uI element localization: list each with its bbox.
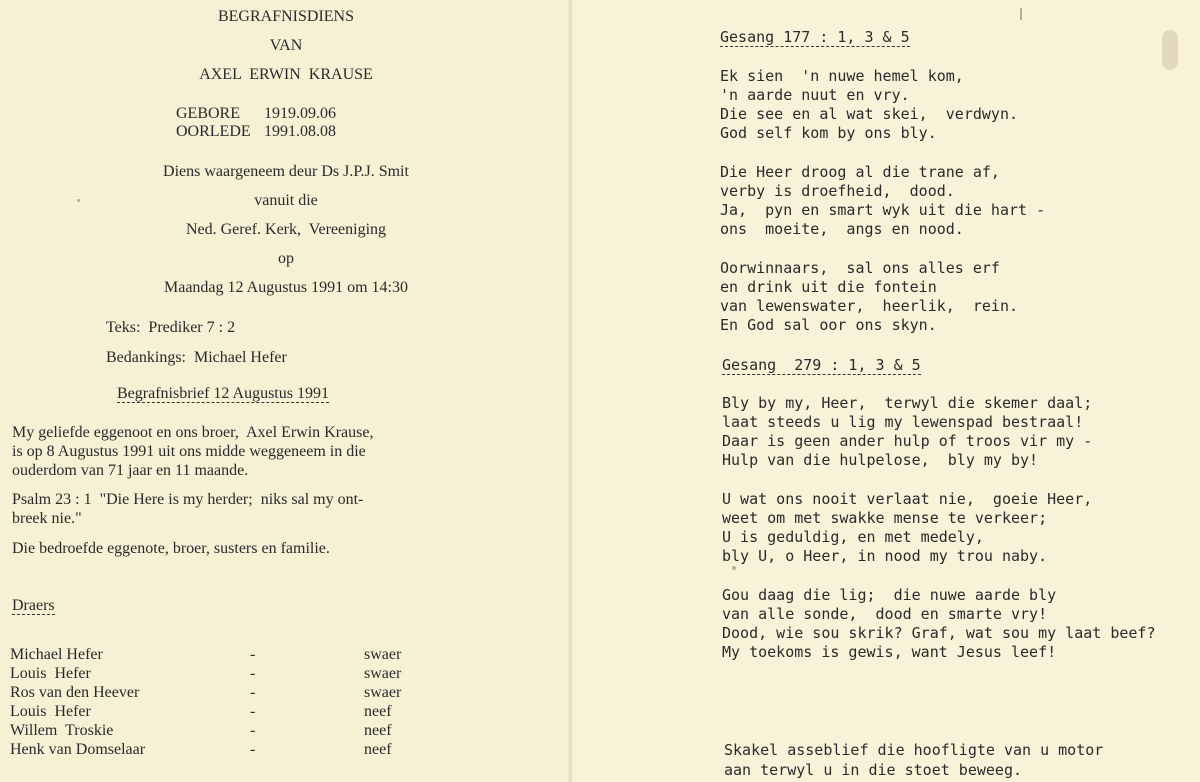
- bearer-name: Louis Hefer: [10, 665, 91, 682]
- hymn-line: van lewenswater, heerlik, rein.: [720, 297, 1019, 315]
- hymn2-title-text: Gesang 279 : 1, 3 & 5: [722, 356, 921, 374]
- hymn-line: 'n aarde nuut en vry.: [720, 86, 910, 104]
- hymn-line: Dood, wie sou skrik? Graf, wat sou my laat beef?: [722, 624, 1156, 642]
- closing-line: aan terwyl u in die stoet beweeg.: [724, 761, 1023, 779]
- family-line: Die bedroefde eggenote, broer, susters en familie.: [12, 540, 330, 557]
- closing-line: Skakel asseblief die hoofligte van u motor: [724, 741, 1104, 759]
- hymn1-title: [720, 28, 910, 46]
- hymn-line: Die see en al wat skei, verdwyn.: [720, 105, 1019, 123]
- paper-stain: [1162, 30, 1178, 70]
- hymn-line: U is geduldig, en met medely,: [722, 528, 984, 546]
- hymn-line: weet om met swakke mense te verkeer;: [722, 509, 1048, 527]
- bearer-relation: swaer: [364, 684, 402, 701]
- service-date-line: Maandag 12 Augustus 1991 om 14:30: [164, 279, 408, 296]
- bearer-name: Willem Troskie: [10, 722, 114, 739]
- sermon-text: Teks: Prediker 7 : 2: [106, 319, 236, 336]
- paper-speck: [732, 566, 736, 570]
- hymn-line: ons moeite, angs en nood.: [720, 220, 964, 238]
- service-line: vanuit die: [254, 192, 318, 209]
- bearer-relation: neef: [364, 703, 392, 720]
- bearers-title-text: Draers: [12, 597, 55, 614]
- born-label: GEBORE: [176, 105, 240, 122]
- letter-title-text: Begrafnisbrief 12 Augustus 1991: [117, 385, 329, 402]
- hymn-line: Ja, pyn en smart wyk uit die hart -: [720, 201, 1046, 219]
- hymn-line: Oorwinnaars, sal ons alles erf: [720, 259, 1000, 277]
- deceased-name: AXEL ERWIN KRAUSE: [199, 66, 373, 83]
- born-date: 1919.09.06: [264, 105, 336, 122]
- hymn-line: bly U, o Heer, in nood my trou naby.: [722, 547, 1048, 565]
- bearer-dash: -: [250, 684, 256, 701]
- service-line: op: [278, 250, 294, 267]
- bearer-dash: -: [250, 722, 256, 739]
- heading-line-1: BEGRAFNISDIENS: [217, 8, 354, 25]
- thanks-line: Bedankings: Michael Hefer: [106, 349, 287, 366]
- hymn-line: Bly by my, Heer, terwyl die skemer daal;: [722, 394, 1093, 412]
- hymn-line: Die Heer droog al die trane af,: [720, 163, 1000, 181]
- paper-speck: [77, 199, 80, 202]
- hymn-line: Gou daag die lig; die nuwe aarde bly: [722, 586, 1057, 604]
- bearer-dash: -: [250, 703, 256, 720]
- hymn-line: Hulp van die hulpelose, bly my by!: [722, 451, 1039, 469]
- letter-line: ouderdom van 71 jaar en 11 maande.: [12, 462, 249, 479]
- paper-mark: [1020, 8, 1022, 20]
- hymn-line: Ek sien 'n nuwe hemel kom,: [720, 67, 964, 85]
- letter-title: [117, 385, 329, 403]
- bearer-relation: swaer: [364, 665, 402, 682]
- bearer-dash: -: [250, 741, 256, 758]
- bearer-relation: neef: [364, 741, 392, 758]
- died-label: OORLEDE: [176, 123, 251, 140]
- bearers-title: [12, 597, 55, 615]
- heading-line-2: VAN: [269, 37, 303, 54]
- hymn-line: My toekoms is gewis, want Jesus leef!: [722, 643, 1057, 661]
- hymn-line: God self kom by ons bly.: [720, 124, 937, 142]
- right-page: [572, 0, 1200, 782]
- letter-line: My geliefde eggenoot en ons broer, Axel Erwin Krause,: [12, 424, 374, 441]
- bearer-name: Ros van den Heever: [10, 684, 140, 701]
- psalm-line: breek nie.": [12, 510, 82, 527]
- letter-line: is op 8 Augustus 1991 uit ons midde weggeneem in die: [12, 443, 366, 460]
- service-line: Diens waargeneem deur Ds J.P.J. Smit: [163, 163, 409, 180]
- died-date: 1991.08.08: [264, 123, 336, 140]
- hymn2-title: [722, 356, 921, 374]
- hymn1-title-text: Gesang 177 : 1, 3 & 5: [720, 28, 910, 46]
- hymn-line: en drink uit die fontein: [720, 278, 937, 296]
- bearer-name: Henk van Domselaar: [10, 741, 146, 758]
- bearer-relation: neef: [364, 722, 392, 739]
- hymn-line: laat steeds u lig my lewenspad bestraal!: [722, 413, 1084, 431]
- bearer-name: Michael Hefer: [10, 646, 103, 663]
- hymn-line: van alle sonde, dood en smarte vry!: [722, 605, 1048, 623]
- bearer-name: Louis Hefer: [10, 703, 91, 720]
- bearer-relation: swaer: [364, 646, 402, 663]
- bearer-dash: -: [250, 646, 256, 663]
- hymn-line: verby is droefheid, dood.: [720, 182, 955, 200]
- left-page: [0, 0, 572, 782]
- psalm-line: Psalm 23 : 1 "Die Here is my herder; niks sal my ont-: [12, 491, 364, 508]
- hymn-line: En God sal oor ons skyn.: [720, 316, 937, 334]
- hymn-line: U wat ons nooit verlaat nie, goeie Heer,: [722, 490, 1093, 508]
- bearer-dash: -: [250, 665, 256, 682]
- hymn-line: Daar is geen ander hulp of troos vir my -: [722, 432, 1093, 450]
- service-line: Ned. Geref. Kerk, Vereeniging: [185, 221, 387, 238]
